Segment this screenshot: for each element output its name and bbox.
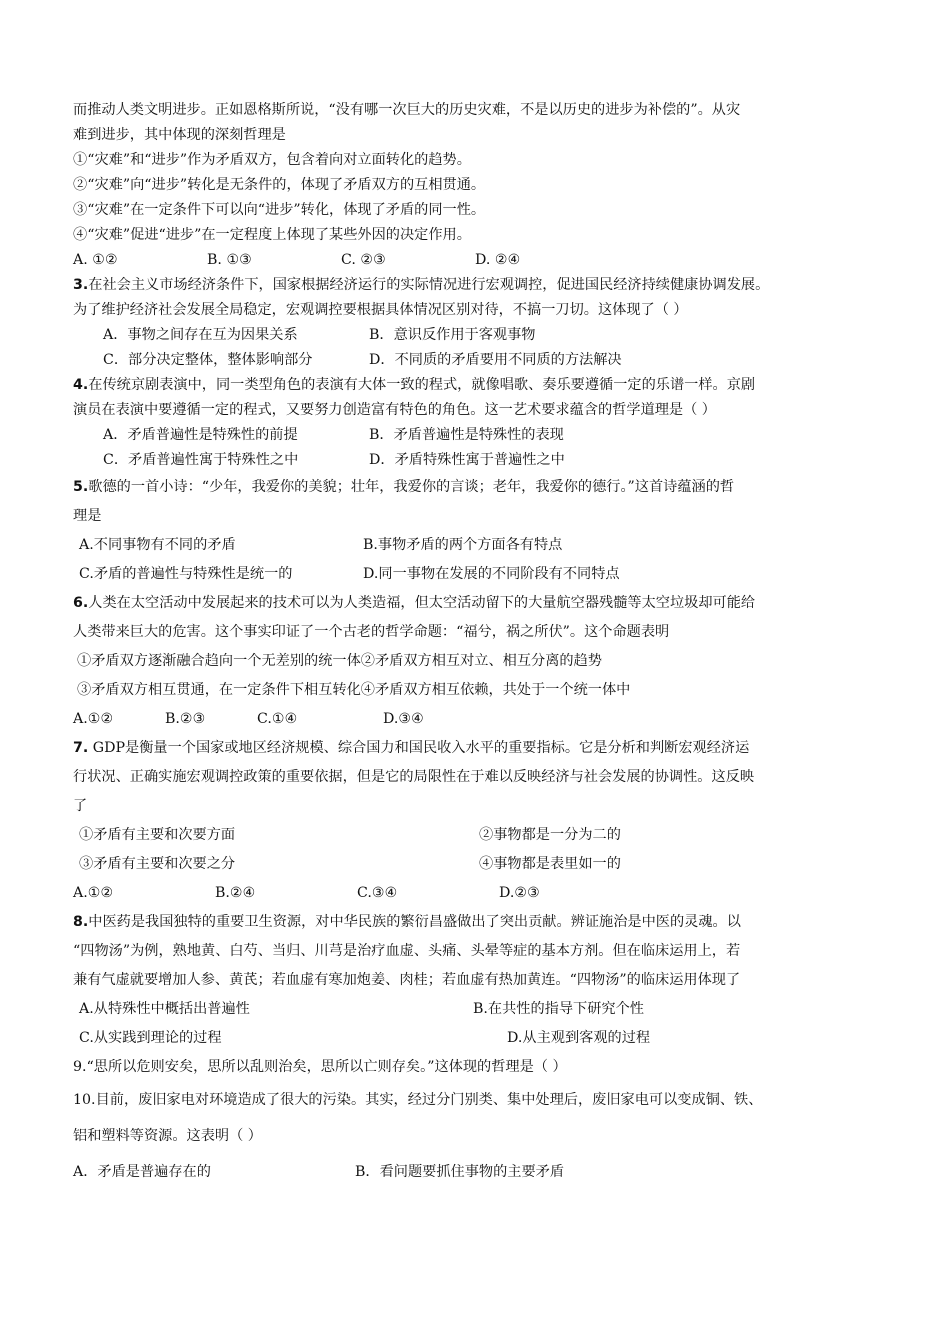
- option-a: A．事物之间存在互为因果关系: [103, 327, 298, 343]
- option-c: C. ②③: [341, 252, 386, 268]
- option-a: A. ①②: [73, 252, 118, 268]
- option-b: B.事物矛盾的两个方面各有特点: [363, 537, 563, 553]
- question-number: 6.: [73, 595, 89, 611]
- option-d: D. ②④: [475, 252, 521, 268]
- question-text-line: 兼有气虚就要增加人参、黄芪；若血虚有寒加炮姜、肉桂；若血虚有热加黄连。“四物汤”的临床运用体现了: [73, 972, 741, 988]
- statement-item: ②“灾难”向“进步”转化是无条件的，体现了矛盾双方的互相贯通。: [73, 177, 486, 193]
- option-c: C．部分决定整体，整体影响部分: [103, 352, 313, 368]
- question-text: 人类在太空活动中发展起来的技术可以为人类造福，但太空活动留下的大量航空器残髓等太空垃圾却可能给: [88, 595, 756, 611]
- question-text-line: 理是: [73, 508, 102, 524]
- answer-options: [73, 323, 888, 348]
- statement-item: ①矛盾有主要和次要方面: [79, 827, 236, 843]
- answer-options: [73, 1024, 888, 1053]
- answer-options: [73, 1154, 888, 1190]
- question-3: [73, 273, 888, 298]
- option-a: A.不同事物有不同的矛盾: [79, 537, 236, 553]
- option-b: B.②④: [215, 885, 256, 901]
- answer-options: [73, 705, 888, 734]
- option-a: A．矛盾是普遍存在的: [73, 1164, 211, 1180]
- question-text: 目前，废旧家电对环境造成了很大的污染。其实，经过分门别类、集中处理后，废旧家电可以变成铜、铁、: [95, 1092, 763, 1108]
- option-c: C.从实践到理论的过程: [79, 1030, 222, 1046]
- question-text-line: 而推动人类文明进步。正如恩格斯所说，“没有哪一次巨大的历史灾难，不是以历史的进步为补偿的”。从灾: [73, 102, 741, 118]
- answer-options: [73, 423, 888, 448]
- option-b: B．意识反作用于客观事物: [369, 327, 536, 343]
- option-d: D.同一事物在发展的不同阶段有不同特点: [363, 566, 620, 582]
- option-d: D.②③: [499, 885, 540, 901]
- option-c: C.③④: [357, 885, 398, 901]
- question-text-line: 演员在表演中要遵循一定的程式，又要努力创造富有特色的角色。这一艺术要求蕴含的哲学道理是（ ）: [73, 402, 716, 418]
- option-d: D．矛盾特殊性寓于普遍性之中: [369, 452, 565, 468]
- question-text: 歌德的一首小诗：“少年，我爱你的美貌；壮年，我爱你的言谈；老年，我爱你的德行。”这首诗蕴涵的哲: [88, 479, 735, 495]
- option-b: B.在共性的指导下研究个性: [473, 1001, 644, 1017]
- question-number: 5.: [73, 479, 89, 495]
- question-number: 10.: [73, 1092, 96, 1108]
- option-b: B. ①③: [207, 252, 252, 268]
- statement-item: ②事物都是一分为二的: [479, 827, 621, 843]
- answer-options: [73, 348, 888, 373]
- statement-item: ①“灾难”和“进步”作为矛盾双方，包含着向对立面转化的趋势。: [73, 152, 471, 168]
- statement-row: [73, 821, 888, 850]
- statement-item: ③“灾难”在一定条件下可以向“进步”转化，体现了矛盾的同一性。: [73, 202, 486, 218]
- answer-options: [73, 560, 888, 589]
- question-text-line: 铝和塑料等资源。这表明（ ）: [73, 1128, 262, 1144]
- option-a: A.①②: [73, 711, 114, 727]
- option-a: A．矛盾普遍性是特殊性的前提: [103, 427, 298, 443]
- option-b: B.②③: [165, 711, 206, 727]
- option-d: D.从主观到客观的过程: [507, 1030, 651, 1046]
- question-text: GDP是衡量一个国家或地区经济规模、综合国力和国民收入水平的重要指标。它是分析和判断宏观经济运: [88, 740, 750, 756]
- answer-options: [73, 448, 888, 473]
- question-text-line: 行状况、正确实施宏观调控政策的重要依据，但是它的局限性在于难以反映经济与社会发展的协调性。这反映: [73, 769, 755, 785]
- question-number: 4.: [73, 377, 89, 393]
- answer-options: [73, 879, 888, 908]
- answer-options: [73, 531, 888, 560]
- question-text-line: 了: [73, 798, 88, 814]
- question-6: [73, 589, 888, 618]
- question-7: [73, 734, 888, 763]
- option-d: D.③④: [383, 711, 424, 727]
- answer-options: [73, 248, 888, 273]
- option-c: C.矛盾的普遍性与特殊性是统一的: [79, 566, 293, 582]
- option-d: D．不同质的矛盾要用不同质的方法解决: [369, 352, 622, 368]
- question-number: 3.: [73, 277, 89, 293]
- statement-item: ①矛盾双方逐渐融合趋向一个无差别的统一体②矛盾双方相互对立、相互分离的趋势: [77, 653, 602, 669]
- question-number: 7.: [73, 740, 89, 756]
- statement-item: ④事物都是表里如一的: [479, 856, 621, 872]
- question-8: [73, 908, 888, 937]
- option-c: C．矛盾普遍性寓于特殊性之中: [103, 452, 299, 468]
- question-text-line: 人类带来巨大的危害。这个事实印证了一个古老的哲学命题：“福兮，祸之所伏”。这个命题表明: [73, 624, 670, 640]
- question-number: 8.: [73, 914, 89, 930]
- question-text: 在社会主义市场经济条件下，国家根据经济运行的实际情况进行宏观调控，促进国民经济持续健康协调发展。: [88, 277, 770, 293]
- question-9: 9.“思所以危则安矣，思所以乱则治矣，思所以亡则存矣。”这体现的哲理是（ ）: [73, 1059, 567, 1075]
- question-text-line: 难到进步，其中体现的深刻哲理是: [73, 127, 286, 143]
- statement-item: ③矛盾有主要和次要之分: [79, 856, 236, 872]
- question-text-line: 为了维护经济社会发展全局稳定，宏观调控要根据具体情况区别对待，不搞一刀切。这体现了（ ）: [73, 302, 688, 318]
- option-b: B．看问题要抓住事物的主要矛盾: [355, 1164, 565, 1180]
- question-text: 在传统京剧表演中，同一类型角色的表演有大体一致的程式，就像唱歌、奏乐要遵循一定的乐谱一样。京剧: [88, 377, 756, 393]
- answer-options: [73, 995, 888, 1024]
- question-text: 中医药是我国独特的重要卫生资源，对中华民族的繁衍昌盛做出了突出贡献。辨证施治是中医的灵魂。以: [88, 914, 741, 930]
- option-a: A.①②: [73, 885, 114, 901]
- option-a: A.从特殊性中概括出普遍性: [79, 1001, 250, 1017]
- option-c: C.①④: [257, 711, 298, 727]
- question-text-line: “四物汤”为例，熟地黄、白芍、当归、川芎是治疗血虚、头痛、头晕等症的基本方剂。但在临床运用上，若: [73, 943, 741, 959]
- statement-item: ④“灾难”促进“进步”在一定程度上体现了某些外因的决定作用。: [73, 227, 471, 243]
- option-b: B．矛盾普遍性是特殊性的表现: [369, 427, 564, 443]
- question-4: [73, 373, 888, 398]
- statement-item: ③矛盾双方相互贯通，在一定条件下相互转化④矛盾双方相互依赖，共处于一个统一体中: [77, 682, 631, 698]
- exam-page: [73, 98, 888, 1190]
- question-5: [73, 473, 888, 502]
- question-10: [73, 1082, 888, 1118]
- statement-row: [73, 850, 888, 879]
